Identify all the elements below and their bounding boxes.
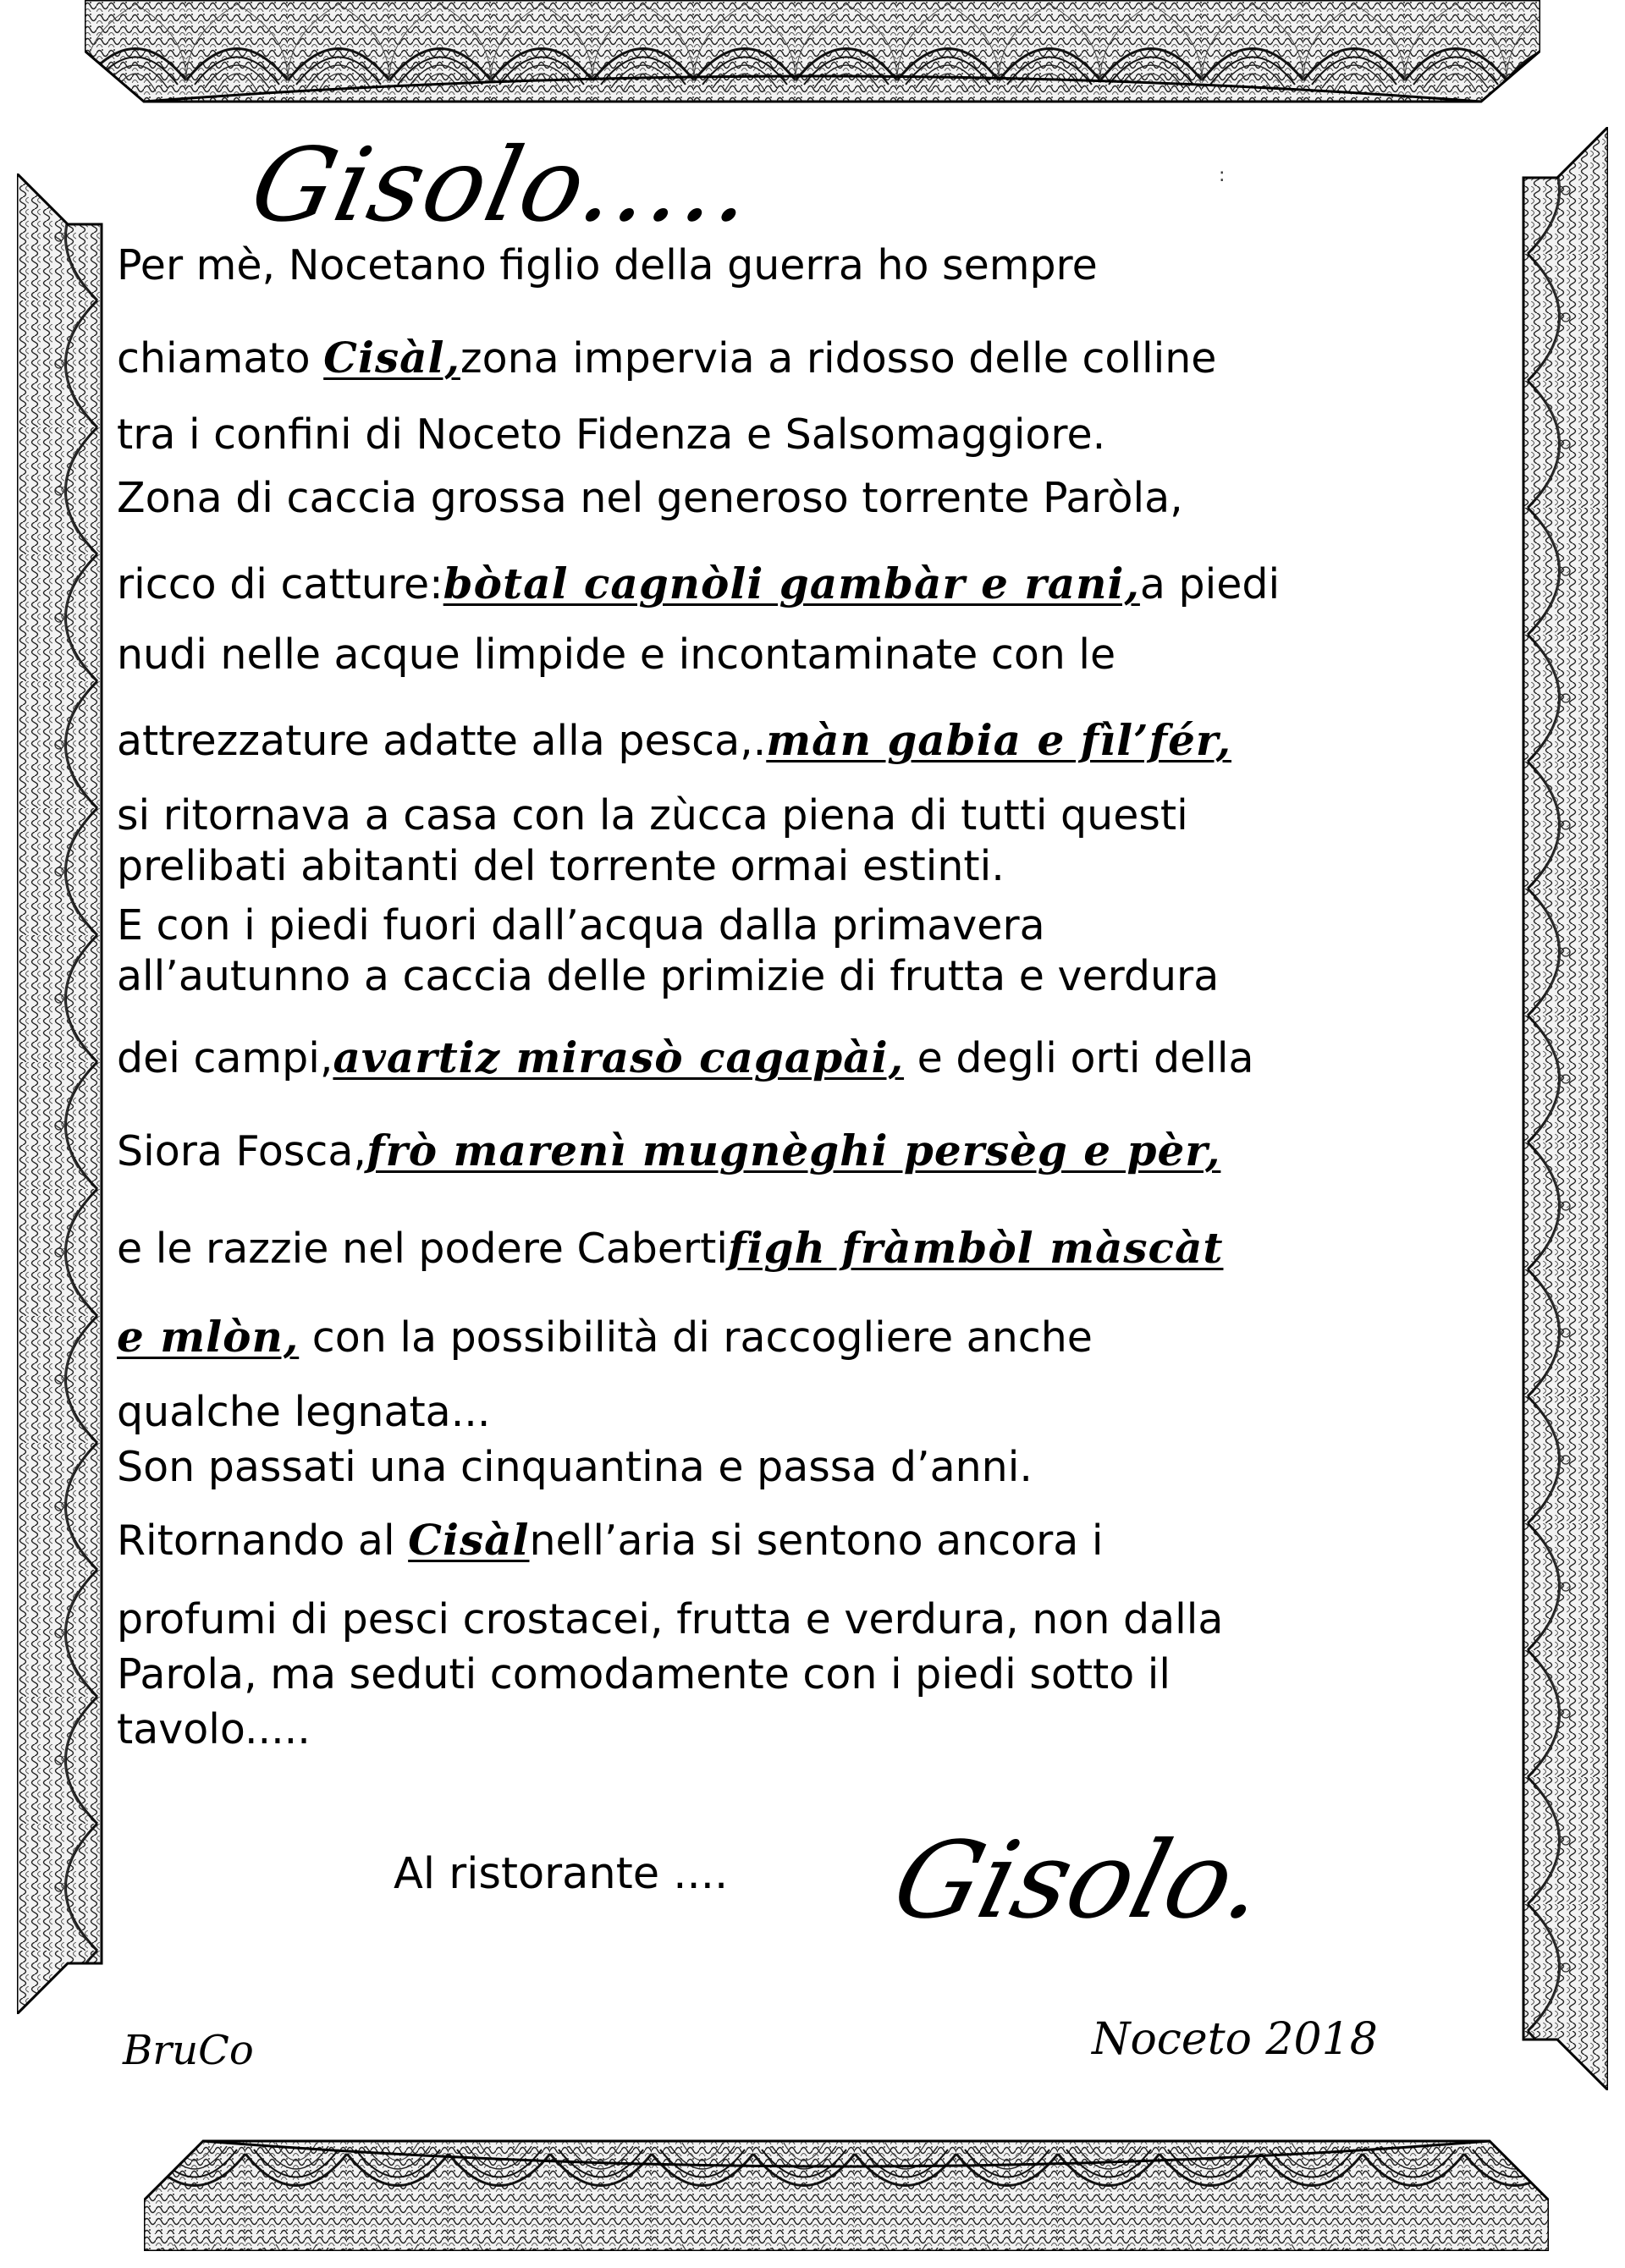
- dialect-term: frò marenì mugnèghi persèg e pèr,: [366, 1126, 1221, 1175]
- dialect-term: figh fràmbòl màscàt: [727, 1223, 1224, 1273]
- dialect-term: Cisàl: [408, 1515, 530, 1565]
- text-line: [117, 1032, 1254, 1082]
- text-segment: attrezzature adatte alla pesca,.: [117, 717, 767, 765]
- dialect-term: avartiz mirasò cagapài,: [333, 1032, 905, 1082]
- ornamental-border-top: [85, 0, 1540, 118]
- text-line: tra i confini di Noceto Fidenza e Salsomaggiore.: [117, 410, 1106, 459]
- text-line: [117, 333, 1216, 383]
- text-segment: e le razzie nel podere Caberti: [117, 1225, 728, 1273]
- text-line: tavolo.....: [117, 1705, 311, 1753]
- text-line: nudi nelle acque limpide e incontaminate con le: [117, 630, 1116, 679]
- text-line: Zona di caccia grossa nel generoso torrente Paròla,: [117, 474, 1183, 522]
- text-segment: e degli orti della: [904, 1034, 1254, 1082]
- text-line: [117, 1223, 1223, 1273]
- title-heading: Gisolo.....: [241, 127, 766, 245]
- text-line: Son passati una cinquantina e passa d’anni.: [117, 1443, 1033, 1491]
- text-line: [117, 1515, 1104, 1565]
- dialect-term: bòtal cagnòli gambàr e rani,: [443, 559, 1140, 608]
- text-segment: nell’aria si sentono ancora i: [529, 1517, 1104, 1565]
- dialect-term: e mlòn,: [117, 1312, 300, 1362]
- ornamental-border-right: [1519, 127, 1608, 2090]
- text-line: prelibati abitanti del torrente ormai estinti.: [117, 842, 1005, 890]
- text-segment: Siora Fosca,: [117, 1127, 366, 1175]
- text-line: [117, 559, 1280, 608]
- text-segment: a piedi: [1139, 560, 1281, 608]
- place-date: Noceto 2018: [1092, 2014, 1378, 2065]
- text-line: Per mè, Nocetano figlio della guerra ho sempre: [117, 241, 1098, 289]
- text-line: [117, 1312, 1093, 1362]
- dialect-term: Cisàl,: [323, 333, 460, 383]
- ornamental-border-left: [17, 173, 110, 2014]
- dialect-term: màn gabia e fìl’fér,: [766, 715, 1232, 765]
- text-segment: ricco di catture:: [117, 560, 443, 608]
- text-line: [117, 1126, 1220, 1175]
- author-initials: BruCo: [123, 2027, 254, 2074]
- signature: Gisolo.: [881, 1819, 1279, 1942]
- text-line: E con i piedi fuori dall’acqua dalla primavera: [117, 901, 1045, 950]
- ornamental-border-bottom: [144, 2133, 1549, 2251]
- text-line: all’autunno a caccia delle primizie di frutta e verdura: [117, 952, 1220, 1000]
- text-segment: Ritornando al: [117, 1517, 409, 1565]
- text-line: profumi di pesci crostacei, frutta e verdura, non dalla: [117, 1595, 1224, 1643]
- text-line: Parola, ma seduti comodamente con i piedi sotto il: [117, 1650, 1171, 1698]
- text-segment: con la possibilità di raccogliere anche: [299, 1313, 1093, 1362]
- text-line: qualche legnata...: [117, 1388, 491, 1436]
- closing-line: Al ristorante ....: [394, 1849, 729, 1899]
- ink-speck: :: [1219, 165, 1226, 186]
- text-segment: dei campi,: [117, 1034, 333, 1082]
- text-line: [117, 715, 1231, 765]
- text-segment: zona impervia a ridosso delle colline: [460, 334, 1217, 383]
- text-segment: chiamato: [117, 334, 324, 383]
- text-line: si ritornava a casa con la zùcca piena di tutti questi: [117, 791, 1188, 839]
